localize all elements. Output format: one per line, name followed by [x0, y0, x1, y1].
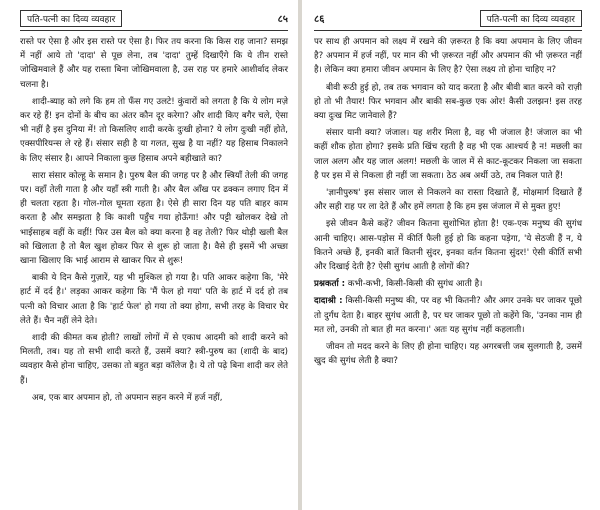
paragraph: अब, एक बार अपमान हो, तो अपमान सहन करने में हर्ज नहीं, — [32, 392, 223, 403]
answer-text: किसी-किसी मनुष्य की, पर वह भी कितनी? और अगर उनके घर जाकर पूछो तो दुर्गंध देता है। बाहर सुगंध आती है, पर घर जाकर पूछो तो कहेंगे कि, 'उनका नाम ही मत लो, उनकी तो बात ही मत करना।' अतः यह सुगंध नहीं कहलाती। — [314, 296, 583, 335]
answerer-label: दादाश्री : — [314, 296, 343, 307]
left-page-number: ८५ — [277, 14, 288, 25]
question-block — [314, 277, 582, 291]
questioner-label: प्रश्नकर्ता : — [314, 279, 346, 290]
right-running-title: पति-पत्नी का दिव्य व्यवहार — [480, 10, 582, 27]
answer-block — [314, 294, 582, 337]
paragraph: शादी की कीमत कब होती? लाखों लोगों में से एकाध आदमी को शादी करने को मिलती, तब। यह तो सभी शादी करते हैं, उसमें क्या? स्त्री-पुरुष का (शादी के बाद) व्यवहार कैसे होना चाहिए, उसका तो बहुत बड़ा कॉलेज है। ये तो पढ़े बिना शादी कर लेते हैं। — [20, 333, 288, 386]
paragraph: 'ज्ञानीपुरुष' इस संसार जाल से निकलने का रास्ता दिखाते हैं, मोक्षमार्ग दिखाते हैं और सही राह पर ला देते हैं और हमें लगता है कि हम इस जंजाल में से मुक्त हुए! — [314, 188, 582, 213]
paragraph: बाकी ये दिन कैसे गुज़ारें, यह भी मुश्किल हो गया है। पति आकर कहेगा कि, 'मेरे हार्ट में दर्द है।' लड़का आकर कहेगा कि 'मैं फेल हो गया' पति के हार्ट में दर्द हो तब पत्नी को विचार आता है कि 'हार्ट फेल' हो गया तो क्या होगा, सभी तरह के विचार घेर लेते हैं। चैन नहीं लेने देते। — [20, 273, 288, 326]
paragraph: पर साथ ही अपमान को लक्ष्य में रखने की ज़रूरत है कि क्या अपमान के लिए जीवन है? अपमान में हर्ज नहीं, पर मान की भी ज़रूरत नहीं और अपमान की भी ज़रूरत नहीं है। लेकिन क्या हमारा जीवन अपमान के लिए है? ऐसा लक्ष्य तो होना चाहिए न? — [314, 37, 582, 76]
paragraph: इसे जीवन कैसे कहें? जीवन कितना सुशोभित होता है! एक-एक मनुष्य की सुगंध आनी चाहिए। आस-पड़ोस में कीर्ति फैली हुई हो कि कहना पड़ेगा, 'ये सेठजी हैं न, ये कितने अच्छे हैं, इनकी बातें कितनी सुंदर, इनका वर्तन कितना सुंदर!' ऐसी कीर्ति सभी और दिखाई देती है? ऐसी सुगंध आती है लोगों की? — [314, 219, 582, 273]
right-page-header — [314, 6, 582, 31]
paragraph: संसार यानी क्या? जंजाल। यह शरीर मिला है, वह भी जंजाल है! जंजाल का भी कहीं शौक होता होगा? इसके प्रति खिंच रहती है वह भी एक आश्चर्य है न! मछली का जाल अलग और यह जाल अलग! मछली के जाल में से काट-कूटकर निकला जा सकता है पर इस में से निकला ही नहीं जा सकता। ठेठ अब अर्थी उठे, तब निकल पाते हैं! — [314, 128, 582, 181]
right-page-number: ८६ — [314, 14, 325, 25]
paragraph: बीवी रूठी हुई हो, तब तक भगवान को याद करता है और बीवी बात करने को राज़ी हो तो भी तैयार! फिर भगवान और बाकी सब-कुछ एक ओर! कैसी उलझन! इस तरह क्या दुःख मिट जानेवाले हैं? — [314, 82, 582, 122]
left-page-body — [20, 35, 288, 405]
left-running-title: पति-पत्नी का दिव्य व्यवहार — [20, 10, 122, 27]
left-page-header — [20, 6, 288, 31]
paragraph: जीवन तो मदद करने के लिए ही होना चाहिए। यह अगरबत्ती जब सुलगाती है, उसमें खुद की सुगंध लेती है क्या? — [314, 342, 582, 367]
paragraph: रास्ते पर ऐसा है और इस रास्ते पर ऐसा है। फिर तय करना कि किस राह जाना? समझ में नहीं आये तो 'दादा' से पूछ लेना, तब 'दादा' तुम्हें दिखाएँगे कि ये तीन रास्ते जोखिमवाले हैं और यह रास्ता बिना जोखिमवाला है, उस राह पर हमारे आशीर्वाद लेकर चलना है। — [20, 37, 288, 90]
question-text: कभी-कभी, किसी-किसी की सुगंध आती है। — [347, 279, 483, 290]
left-page — [0, 0, 298, 510]
right-page — [302, 0, 600, 510]
paragraph: शादी-ब्याह को लगे कि हम तो फँस गए उलटे! कुंवारों को लगता है कि ये लोग मज़े कर रहे हैं! इन दोनों के बीच का अंतर कौन दूर करेगा? और शादी किए बगैर चले, ऐसा भी नहीं है इस दुनिया में! तो किसलिए शादी करके दुःखी होना? ये लोग दुःखी नहीं होते, एक्सपीरियन्स ले रहे हैं। संसार सही है या गलत, सुख है या नहीं? यह हिसाब निकालने के लिए संसार है। आपने निकाला कुछ हिसाब अपने बहीखाते का? — [20, 96, 288, 164]
right-page-body — [314, 35, 582, 368]
paragraph: सारा संसार कोल्हू के समान है। पुरुष बैल की जगह पर है और स्त्रियाँ तेली की जगह पर। वहाँ तेली गाता है और यहाँ स्त्री गाती है। और बैल आँख पर ढक्कन लगाए दिन में ही चलता रहता है। गोल-गोल घूमता रहता है। ऐसे ही सारा दिन यह पति बाहर काम करता है और समझता है कि काशी पहुँच गया होऊँगा! और पट्टी खोलकर देखे तो भाईसाहब वहीं के वहीं! फिर उस बैल को क्या करना है वह तेली? फिर थोड़ी खली बैल को खिलाता है तो बैल खुश होकर फिर से शुरू हो जाता है। वैसे ही इसमें भी अच्छा खाना खिलाए कि भाई आराम से खाकर फिर से शुरू! — [20, 170, 288, 267]
